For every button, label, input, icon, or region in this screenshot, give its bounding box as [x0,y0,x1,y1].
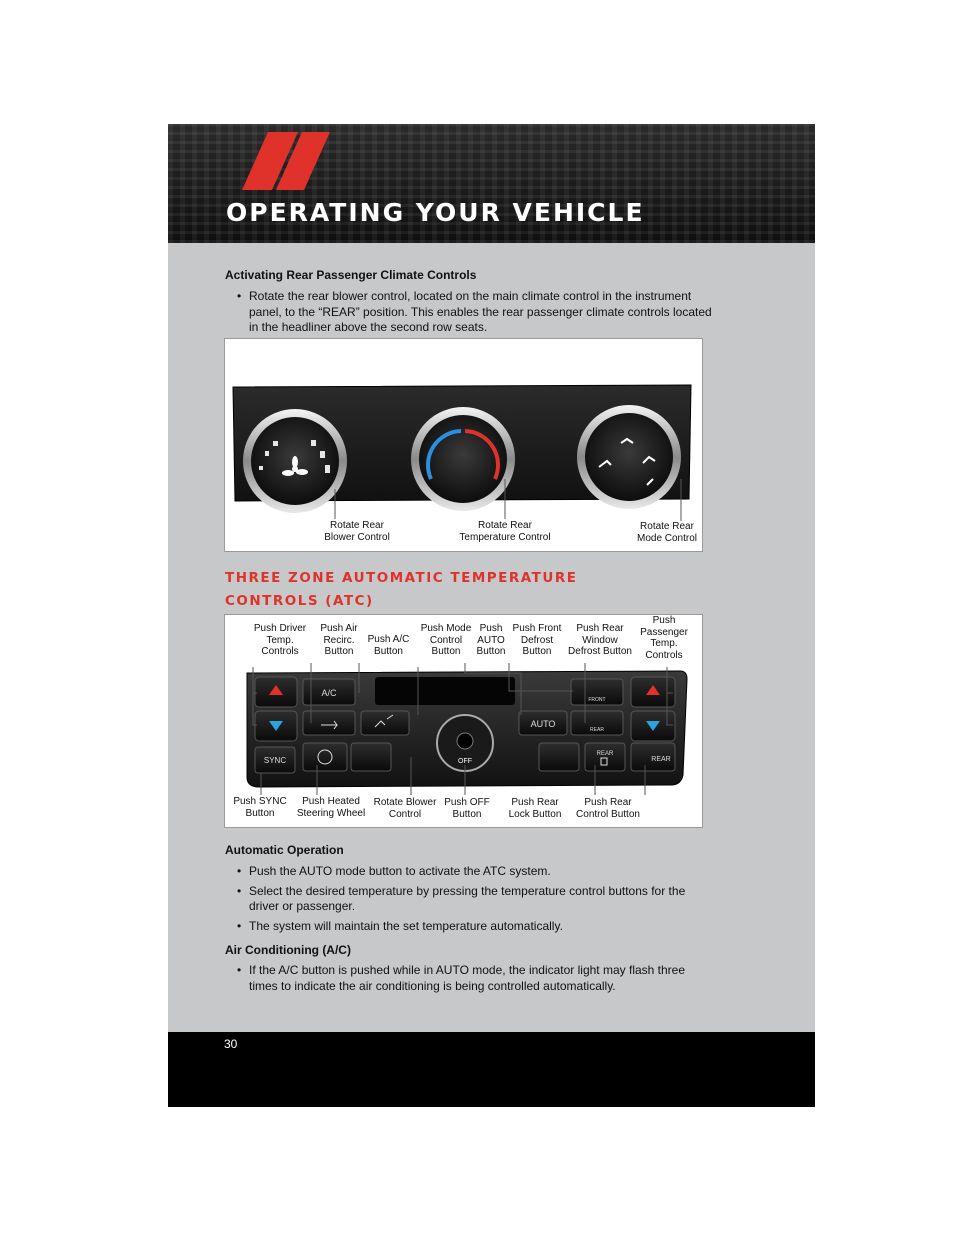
push-heated-wheel-caption: Push Heated Steering Wheel [296,796,366,819]
rotate-rear-temperature-caption: Rotate Rear Temperature Control [459,520,551,543]
push-mode-caption: Push Mode Control Button [420,623,472,657]
driver-temp-up-button[interactable] [255,677,297,707]
rear-defrost-button[interactable] [571,711,623,735]
rear-controls-heading: Activating Rear Passenger Climate Controls [225,268,477,282]
heated-steering-wheel-button[interactable] [303,743,347,771]
rear-small-label: REAR [590,727,604,733]
rear-label: REAR [596,751,614,757]
ac-label: A/C [321,688,337,698]
push-passenger-temp-caption: Push Passenger Temp. Controls [640,615,688,661]
off-label: OFF [458,758,472,765]
push-driver-temp-caption: Push Driver Temp. Controls [253,623,307,657]
passenger-seat-heat-button[interactable] [539,743,579,771]
page-title: OPERATING YOUR VEHICLE [226,198,645,227]
dodge-stripes-logo [240,132,330,190]
air-conditioning-heading: Air Conditioning (A/C) [225,943,351,957]
page [168,124,815,1107]
front-label: FRONT [588,697,606,703]
temperature-knob[interactable] [411,407,515,511]
blower-knob[interactable] [243,409,347,513]
mode-button[interactable] [361,711,409,735]
passenger-temp-up-button[interactable] [631,677,675,707]
auto-button[interactable] [519,711,567,735]
page-number: 30 [224,1037,238,1051]
sync-button[interactable] [255,747,295,773]
driver-seat-heat-button[interactable] [351,743,391,771]
push-rear-control-caption: Push Rear Control Button [576,797,640,820]
atc-panel-figure [224,614,703,828]
automatic-operation-heading: Automatic Operation [225,843,344,857]
air-conditioning-list [225,963,715,998]
push-auto-caption: Push AUTO Button [476,623,506,657]
mode-knob[interactable] [577,405,681,509]
automatic-operation-list [225,864,715,938]
list-item: • Push the AUTO mode button to activate the ATC system. [225,864,715,880]
blower-knob[interactable] [437,715,493,771]
driver-temp-down-button[interactable] [255,711,297,741]
auto-label: AUTO [530,719,556,729]
sync-label: SYNC [263,756,287,765]
rear-controls-list [225,289,715,340]
push-front-defrost-caption: Push Front Defrost Button [512,623,562,657]
list-item: • The system will maintain the set temperature automatically. [225,919,715,935]
list-item: • Rotate the rear blower control, located on the main climate control in the instrument panel, to the “REAR” position. This enables the rear passenger climate controls located in the headliner above the second row seats. [225,289,715,336]
rear-control-button[interactable] [631,743,675,771]
page-footer [168,1032,815,1107]
rear-controls-figure [224,338,703,552]
list-item: • Select the desired temperature by pressing the temperature control buttons for the driver or passenger. [225,884,715,915]
push-air-recirc-caption: Push Air Recirc. Button [320,623,358,657]
rotate-rear-mode-caption: Rotate Rear Mode Control [636,521,698,544]
rotate-rear-blower-caption: Rotate Rear Blower Control [324,520,390,543]
rear-label: REAR [651,756,671,763]
rotate-blower-caption: Rotate Blower Control [373,797,437,820]
front-defrost-button[interactable] [571,679,623,705]
push-ac-caption: Push A/C Button [367,634,410,657]
push-sync-caption: Push SYNC Button [233,796,287,819]
list-item: • If the A/C button is pushed while in AUTO mode, the indicator light may flash three times to indicate the air conditioning is being controlled automatically. [225,963,715,994]
push-rear-defrost-caption: Push Rear Window Defrost Button [568,623,632,657]
push-rear-lock-caption: Push Rear Lock Button [508,797,562,820]
atc-section-title: THREE ZONE AUTOMATIC TEMPERATURE CONTROLS (ATC) [225,570,578,609]
rear-lock-button[interactable] [585,743,625,771]
passenger-temp-down-button[interactable] [631,711,675,741]
page-header [168,124,815,243]
push-off-caption: Push OFF Button [444,797,490,820]
